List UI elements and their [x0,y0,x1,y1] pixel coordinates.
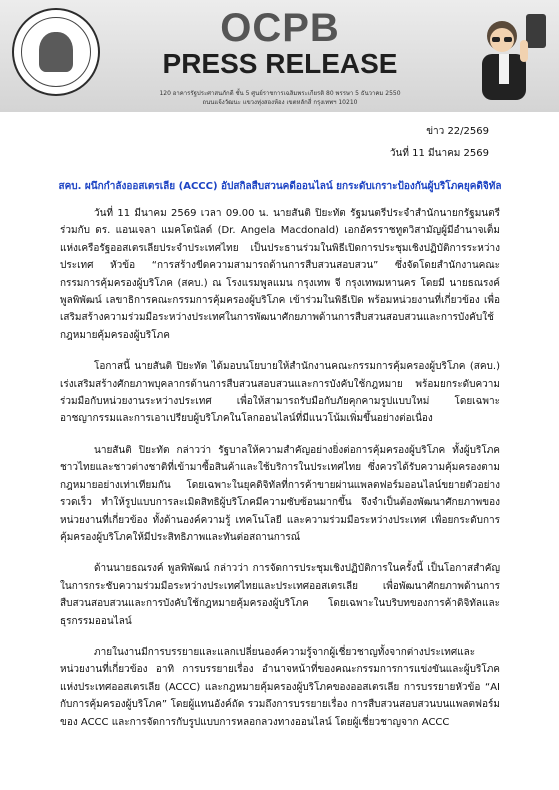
press-release-title: PRESS RELEASE [162,48,398,79]
ocpb-seal-logo [12,8,100,96]
news-number: ข่าว 22/2569 [426,126,489,137]
paragraph-3: นายสันติ ปิยะทัต กล่าวว่า รัฐบาลให้ความสำคัญอย่างยิ่งต่อการคุ้มครองผู้บริโภค ทั้งผู้บริโภคชาวไทยและชาวต่างชาติที่เข้ามาซื้อสินค้าและใช้บริการในประเทศไทย ซึ่งควรได้รับความคุ้มครองตามกฎหมายอย่างเท่าเทียมกัน โดยเฉพาะในยุคดิจิทัลที่การค้าขายผ่านแพลตฟอร์มออนไลน์ขยายตัวอย่างรวดเร็ว ทำให้รูปแบบการละเมิดสิทธิผู้บริโภคมีความซับซ้อนมากขึ้น จึงจำเป็นต้องพัฒนาศักยภาพของหน่วยงานที่เกี่ยวข้อง ทั้งด้านองค์ความรู้ เทคโนโลยี และความร่วมมือระหว่างประเทศ เพื่อยกระดับการคุ้มครองผู้บริโภคให้มีประสิทธิภาพและทันต่อสถานการณ์ [60,444,500,543]
phone-icon [526,14,546,48]
paragraph-5: ภายในงานมีการบรรยายและแลกเปลี่ยนองค์ความรู้จากผู้เชี่ยวชาญทั้งจากต่างประเทศและหน่วยงานที่เกี่ยวข้อง อาทิ การบรรยายเรื่อง อำนาจหน้าที่ของคณะกรรมการการแข่งขันและผู้บริโภคแห่งประเทศออสเตรเลีย (ACCC) และกฎหมายคุ้มครองผู้บริโภคของออสเตรเลีย การบรรยายหัวข้อ “AI กับการคุ้มครองผู้บริโภค” โดยผู้แทนอังค์ถัด รวมถึงการบรรยายเรื่อง การสืบสวนสอบสวนบนแพลตฟอร์มของ ACCC และการจัดการกับรูปแบบการหลอกลวงทางออนไลน์ โดยผู้เชี่ยวชาญจาก ACCC [60,646,500,728]
article-body [60,205,500,745]
paragraph-2: โอกาสนี้ นายสันติ ปิยะทัต ได้มอบนโยบายให้สำนักงานคณะกรรมการคุ้มครองผู้บริโภค (สคบ.) เร่งเสริมสร้างศักยภาพบุคลากรด้านการสืบสวนสอบสวนและการบังคับใช้กฎหมาย พร้อมยกระดับความร่วมมือกับหน่วยงานระหว่างประเทศ เพื่อให้สามารถรับมือกับภัยคุกคามรูปแบบใหม่ โดยเฉพาะอาชญากรรมและการเอาเปรียบผู้บริโภคในโลกออนไลน์ที่มีแนวโน้มเพิ่มขึ้นอย่างต่อเนื่อง [60,361,500,425]
press-release-header [0,0,559,112]
seal-emblem [39,32,73,72]
paragraph-1: วันที่ 11 มีนาคม 2569 เวลา 09.00 น. นายสันติ ปิยะทัต รัฐมนตรีประจำสำนักนายกรัฐมนตรี ร่วมกับ ดร. แอนเจลา แมคโดนัลด์ (Dr. Angela Macdonald) เอกอัครราชทูตวิสามัญผู้มีอำนาจเต็มแห่งเครือรัฐออสเตรเลียประจำประเทศไทย เป็นประธานร่วมในพิธีเปิดการประชุมเชิงปฏิบัติการระหว่างประเทศ หัวข้อ “การสร้างขีดความสามารถด้านการสืบสวนสอบสวน” ซึ่งจัดโดยสำนักงานคณะกรรมการคุ้มครองผู้บริโภค (สคบ.) ณ โรงแรมพูลแมน กรุงเทพ จี กรุงเทพมหานคร โดยมี นายธณรงค์ พูลพิพัฒน์ เลขาธิการคณะกรรมการคุ้มครองผู้บริโภค เข้าร่วมในพิธีเปิด พร้อมหน่วยงานที่เกี่ยวข้อง เพื่อเสริมสร้างความร่วมมือระหว่างประเทศในการพัฒนาศักยภาพด้านการสืบสวนสอบสวนและการบังคับใช้กฎหมายคุ้มครองผู้บริโภค [60,208,500,341]
address-line-2: ถนนแจ้งวัฒนะ แขวงทุ่งสองห้อง เขตหลักสี่ กรุงเทพฯ 10210 [202,99,358,106]
release-date: วันที่ 11 มีนาคม 2569 [389,148,489,159]
address-line-1: 120 อาคารรัฐประศาสนภักดี ชั้น 5 ศูนย์ราชการเฉลิมพระเกียรติ 80 พรรษา 5 ธันวาคม 2550 [159,90,401,97]
mascot-illustration [466,6,550,106]
brand-name: OCPB [220,6,340,50]
paragraph-4: ด้านนายธณรงค์ พูลพิพัฒน์ กล่าวว่า การจัดการประชุมเชิงปฏิบัติการในครั้งนี้ เป็นโอกาสสำคัญในการกระชับความร่วมมือระหว่างประเทศไทยและประเทศออสเตรเลีย เพื่อพัฒนาศักยภาพด้านการสืบสวนสอบสวนและการบังคับใช้กฎหมายคุ้มครองผู้บริโภค โดยเฉพาะในบริบทของการค้าดิจิทัลและธุรกรรมออนไลน์ [60,563,500,627]
headline: สคบ. ผนึกกำลังออสเตรเลีย (ACCC) อัปสกิลสืบสวนคดีออนไลน์ ยกระดับเกราะป้องกันผู้บริโภคยุคดิจิทัล [58,181,502,192]
